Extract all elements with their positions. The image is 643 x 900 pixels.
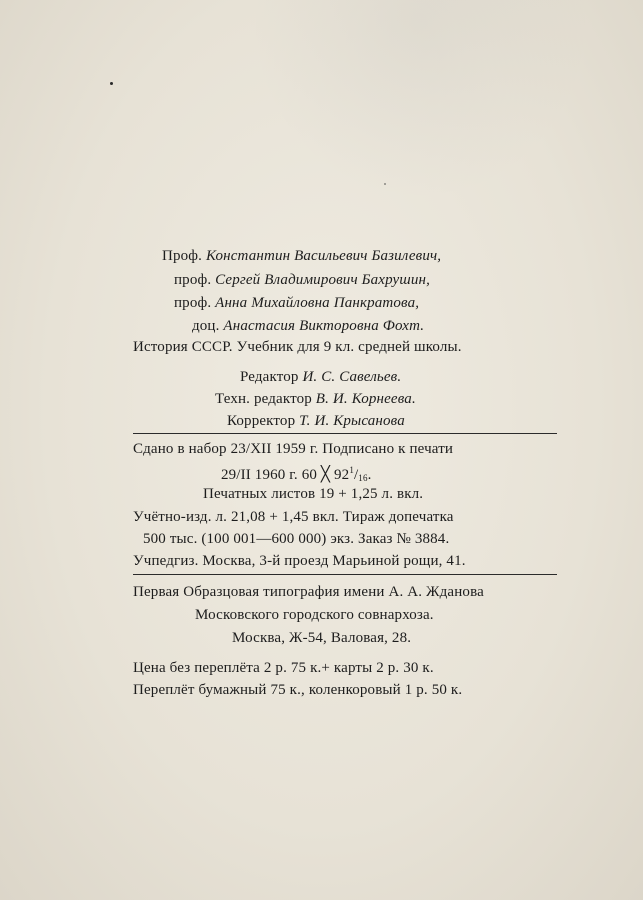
staff-name: В. И. Корнеева. xyxy=(315,391,416,407)
print-info-line: Сдано в набор 23/XII 1959 г. Подписано к печати xyxy=(133,441,454,457)
author-line xyxy=(174,294,419,312)
author-title: доц. xyxy=(192,318,220,334)
print-info-line: 29/II 1960 г. 60 ╳ $92^1/_{16}$. xyxy=(221,465,372,483)
author-name: Анастасия Викторовна Фохт. xyxy=(223,318,425,334)
staff-name: И. С. Савельев. xyxy=(302,369,402,385)
author-title: проф. xyxy=(174,272,212,288)
staff-name: Т. И. Крысанова xyxy=(299,413,405,429)
price-line: Цена без переплёта 2 р. 75 к.+ карты 2 р. 30 к. xyxy=(133,660,434,676)
author-line xyxy=(192,317,424,335)
book-title: История СССР. Учебник для 9 кл. средней школы. xyxy=(133,339,462,355)
show-through-shadow xyxy=(250,0,590,200)
author-title: проф. xyxy=(174,295,212,311)
print-info-line: 500 тыс. (100 001—600 000) экз. Заказ № 3884. xyxy=(143,531,450,547)
print-info-line: Печатных листов 19 + 1,25 л. вкл. xyxy=(203,486,424,502)
print-info-line: Учётно-изд. л. 21,08 + 1,45 вкл. Тираж допечатка xyxy=(133,509,454,525)
author-name: Сергей Владимирович Бахрушин, xyxy=(215,272,430,288)
author-line xyxy=(174,271,430,289)
printer-line: Москва, Ж-54, Валовая, 28. xyxy=(232,630,412,646)
divider xyxy=(133,574,557,575)
author-name: Анна Михайловна Панкратова, xyxy=(215,295,420,311)
paper-speck xyxy=(384,183,386,185)
corrector-line xyxy=(227,412,405,430)
publisher-line: Учпедгиз. Москва, 3-й проезд Марьиной рощи, 41. xyxy=(133,553,466,569)
staff-role: Техн. редактор xyxy=(215,391,312,407)
tech-editor-line xyxy=(215,390,416,408)
printer-line: Первая Образцовая типография имени А. А. Жданова xyxy=(133,584,484,600)
divider xyxy=(133,433,557,434)
price-line: Переплёт бумажный 75 к., коленкоровый 1 р. 50 к. xyxy=(133,682,463,698)
author-title: Проф. xyxy=(162,248,203,264)
staff-role: Корректор xyxy=(227,413,296,429)
editor-line xyxy=(240,368,401,386)
author-line xyxy=(162,247,441,265)
printer-line: Московского городского совнархоза. xyxy=(195,607,434,623)
paper-speck xyxy=(110,82,113,85)
author-name: Константин Васильевич Базилевич, xyxy=(205,248,442,264)
staff-role: Редактор xyxy=(240,369,299,385)
